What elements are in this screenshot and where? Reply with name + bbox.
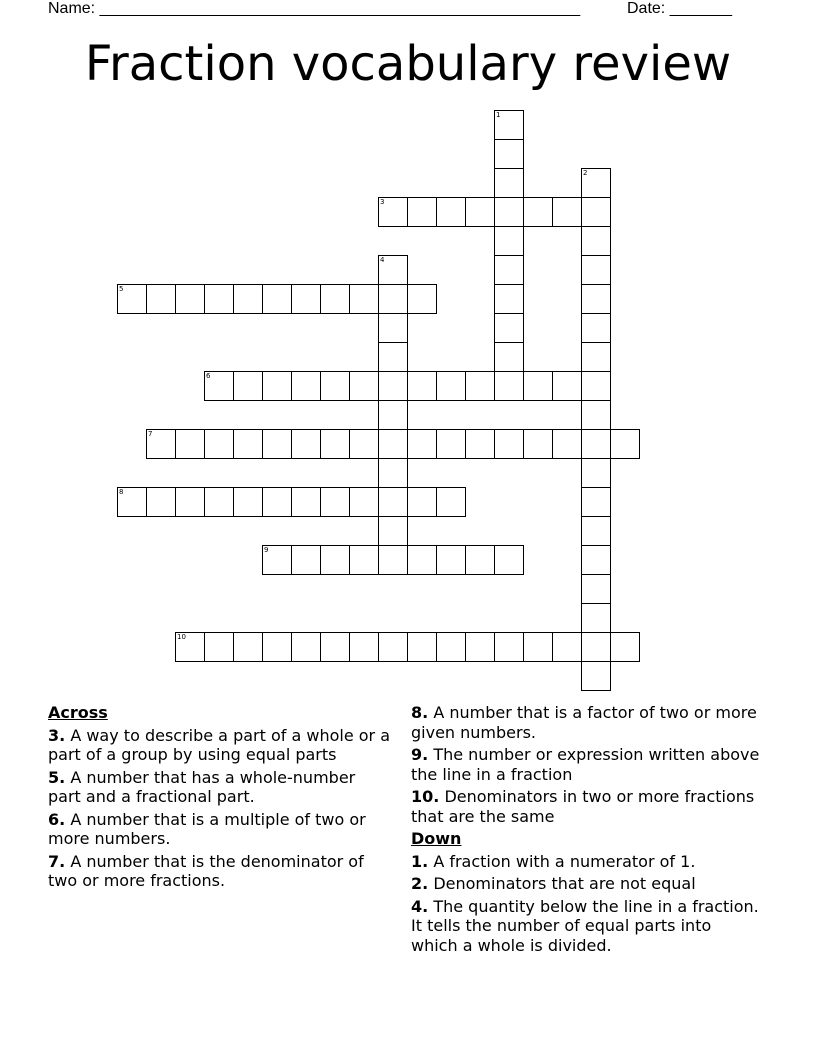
crossword-cell[interactable] <box>523 197 553 227</box>
crossword-cell[interactable] <box>407 371 437 401</box>
crossword-cell[interactable] <box>378 371 408 401</box>
crossword-cell[interactable] <box>494 342 524 372</box>
crossword-cell[interactable] <box>581 458 611 488</box>
crossword-cell[interactable] <box>494 429 524 459</box>
crossword-cell[interactable] <box>320 284 350 314</box>
crossword-cell[interactable] <box>552 632 582 662</box>
crossword-cell[interactable] <box>349 284 379 314</box>
crossword-cell[interactable] <box>436 487 466 517</box>
crossword-cell[interactable] <box>146 429 176 459</box>
crossword-cell[interactable] <box>552 197 582 227</box>
crossword-cell[interactable] <box>407 545 437 575</box>
crossword-cell[interactable] <box>320 545 350 575</box>
clues-column-left <box>48 703 393 894</box>
crossword-cell[interactable] <box>349 429 379 459</box>
clue-down-2: 2. Denominators that are not equal <box>411 874 696 893</box>
crossword-cell[interactable] <box>175 284 205 314</box>
crossword-cell[interactable] <box>262 371 292 401</box>
crossword-cell[interactable] <box>349 487 379 517</box>
crossword-cell[interactable] <box>378 342 408 372</box>
crossword-cell[interactable] <box>581 255 611 285</box>
crossword-cell[interactable] <box>407 429 437 459</box>
crossword-cell[interactable] <box>378 632 408 662</box>
crossword-cell[interactable] <box>494 168 524 198</box>
crossword-cell[interactable] <box>146 284 176 314</box>
crossword-cell[interactable] <box>175 632 205 662</box>
crossword-cell[interactable] <box>523 632 553 662</box>
crossword-cell[interactable] <box>494 197 524 227</box>
crossword-cell[interactable] <box>117 487 147 517</box>
crossword-cell[interactable] <box>291 487 321 517</box>
crossword-cell[interactable] <box>262 284 292 314</box>
crossword-cell[interactable] <box>552 371 582 401</box>
crossword-cell[interactable] <box>523 371 553 401</box>
crossword-cell[interactable] <box>407 197 437 227</box>
crossword-cell[interactable] <box>291 632 321 662</box>
crossword-cell[interactable] <box>494 545 524 575</box>
crossword-cell[interactable] <box>581 313 611 343</box>
crossword-cell[interactable] <box>581 342 611 372</box>
crossword-cell[interactable] <box>204 371 234 401</box>
clue-number: 6 <box>206 372 211 380</box>
crossword-cell[interactable] <box>320 487 350 517</box>
clue-across-9: 9. The number or expression written above the line in a fraction <box>411 745 760 784</box>
crossword-cell[interactable] <box>117 284 147 314</box>
crossword-cell[interactable] <box>610 632 640 662</box>
crossword-cell[interactable] <box>233 487 263 517</box>
crossword-cell[interactable] <box>581 545 611 575</box>
crossword-cell[interactable] <box>175 487 205 517</box>
crossword-cell[interactable] <box>378 487 408 517</box>
crossword-cell[interactable] <box>378 255 408 285</box>
crossword-cell[interactable] <box>494 110 524 140</box>
crossword-cell[interactable] <box>552 429 582 459</box>
crossword-cell[interactable] <box>436 632 466 662</box>
crossword-cell[interactable] <box>494 226 524 256</box>
crossword-cell[interactable] <box>407 284 437 314</box>
crossword-cell[interactable] <box>494 313 524 343</box>
crossword-cell[interactable] <box>581 284 611 314</box>
crossword-cell[interactable] <box>436 197 466 227</box>
crossword-cell[interactable] <box>581 226 611 256</box>
crossword-cell[interactable] <box>320 632 350 662</box>
crossword-cell[interactable] <box>581 574 611 604</box>
clue-down-1: 1. A fraction with a numerator of 1. <box>411 851 696 871</box>
crossword-cell[interactable] <box>581 661 611 691</box>
crossword-cell[interactable] <box>465 197 495 227</box>
crossword-cell[interactable] <box>581 197 611 227</box>
clue-number: 5 <box>119 285 124 293</box>
crossword-cell[interactable] <box>407 487 437 517</box>
clue-number: 9 <box>264 546 269 554</box>
crossword-cell[interactable] <box>262 487 292 517</box>
clue-across-5: 5. A number that has a whole-number part and a fractional part. <box>48 767 356 806</box>
clue-across-3: 3. A way to describe a part of a whole or a part of a group by using equal parts <box>48 725 391 764</box>
crossword-cell[interactable] <box>610 429 640 459</box>
clue-across-7: 7. A number that is the denominator of two or more fractions. <box>48 851 364 890</box>
clue-number: 10 <box>177 633 186 641</box>
clue-number: 4 <box>380 256 385 264</box>
crossword-cell[interactable] <box>494 139 524 169</box>
crossword-cell[interactable] <box>581 603 611 633</box>
crossword-cell[interactable] <box>581 516 611 546</box>
crossword-cell[interactable] <box>494 632 524 662</box>
crossword-cell[interactable] <box>233 429 263 459</box>
clue-down-4: 4. The quantity below the line in a fraction. It tells the number of equal parts into which a whole is divided. <box>411 896 759 955</box>
crossword-cell[interactable] <box>378 313 408 343</box>
crossword-cell[interactable] <box>233 632 263 662</box>
crossword-cell[interactable] <box>233 371 263 401</box>
clue-number: 7 <box>148 430 153 438</box>
crossword-cell[interactable] <box>436 371 466 401</box>
crossword-cell[interactable] <box>436 545 466 575</box>
crossword-cell[interactable] <box>349 545 379 575</box>
clue-across-6: 6. A number that is a multiple of two or more numbers. <box>48 809 366 848</box>
crossword-cell[interactable] <box>262 545 292 575</box>
date-field-label: Date: _______ <box>627 0 732 17</box>
across-heading: Across <box>48 703 108 722</box>
clue-number: 3 <box>380 198 385 206</box>
crossword-cell[interactable] <box>581 400 611 430</box>
crossword-cell[interactable] <box>204 429 234 459</box>
crossword-cell[interactable] <box>349 632 379 662</box>
crossword-cell[interactable] <box>291 429 321 459</box>
clue-number: 1 <box>496 111 501 119</box>
crossword-cell[interactable] <box>378 197 408 227</box>
crossword-cell[interactable] <box>581 168 611 198</box>
crossword-cell[interactable] <box>378 400 408 430</box>
crossword-cell[interactable] <box>233 284 263 314</box>
crossword-cell[interactable] <box>204 487 234 517</box>
crossword-cell[interactable] <box>378 545 408 575</box>
crossword-cell[interactable] <box>291 545 321 575</box>
crossword-cell[interactable] <box>465 371 495 401</box>
clue-number: 8 <box>119 488 124 496</box>
crossword-cell[interactable] <box>581 429 611 459</box>
clue-number: 2 <box>583 169 588 177</box>
page-title: Fraction vocabulary review <box>84 36 732 92</box>
crossword-cell[interactable] <box>436 429 466 459</box>
crossword-cell[interactable] <box>494 255 524 285</box>
crossword-cell[interactable] <box>465 545 495 575</box>
down-heading: Down <box>411 829 462 848</box>
crossword-cell[interactable] <box>175 429 205 459</box>
crossword-cell[interactable] <box>581 487 611 517</box>
crossword-cell[interactable] <box>378 516 408 546</box>
name-field-label: Name: ______________________________________________________ <box>48 0 581 17</box>
clues-column-right <box>411 703 761 958</box>
clue-across-10: 10. Denominators in two or more fractions that are the same <box>411 787 755 826</box>
crossword-cell[interactable] <box>378 284 408 314</box>
crossword-cell[interactable] <box>291 284 321 314</box>
crossword-cell[interactable] <box>146 487 176 517</box>
crossword-cell[interactable] <box>465 429 495 459</box>
crossword-cell[interactable] <box>349 371 379 401</box>
crossword-cell[interactable] <box>320 371 350 401</box>
crossword-cell[interactable] <box>204 632 234 662</box>
crossword-cell[interactable] <box>378 458 408 488</box>
crossword-cell[interactable] <box>262 429 292 459</box>
crossword-cell[interactable] <box>378 429 408 459</box>
crossword-cell[interactable] <box>320 429 350 459</box>
crossword-cell[interactable] <box>262 632 292 662</box>
crossword-cell[interactable] <box>581 371 611 401</box>
crossword-cell[interactable] <box>494 284 524 314</box>
crossword-cell[interactable] <box>523 429 553 459</box>
crossword-cell[interactable] <box>407 632 437 662</box>
clue-across-8: 8. A number that is a factor of two or more given numbers. <box>411 703 757 742</box>
crossword-cell[interactable] <box>204 284 234 314</box>
crossword-cell[interactable] <box>291 371 321 401</box>
crossword-cell[interactable] <box>465 632 495 662</box>
crossword-cell[interactable] <box>494 371 524 401</box>
crossword-cell[interactable] <box>581 632 611 662</box>
